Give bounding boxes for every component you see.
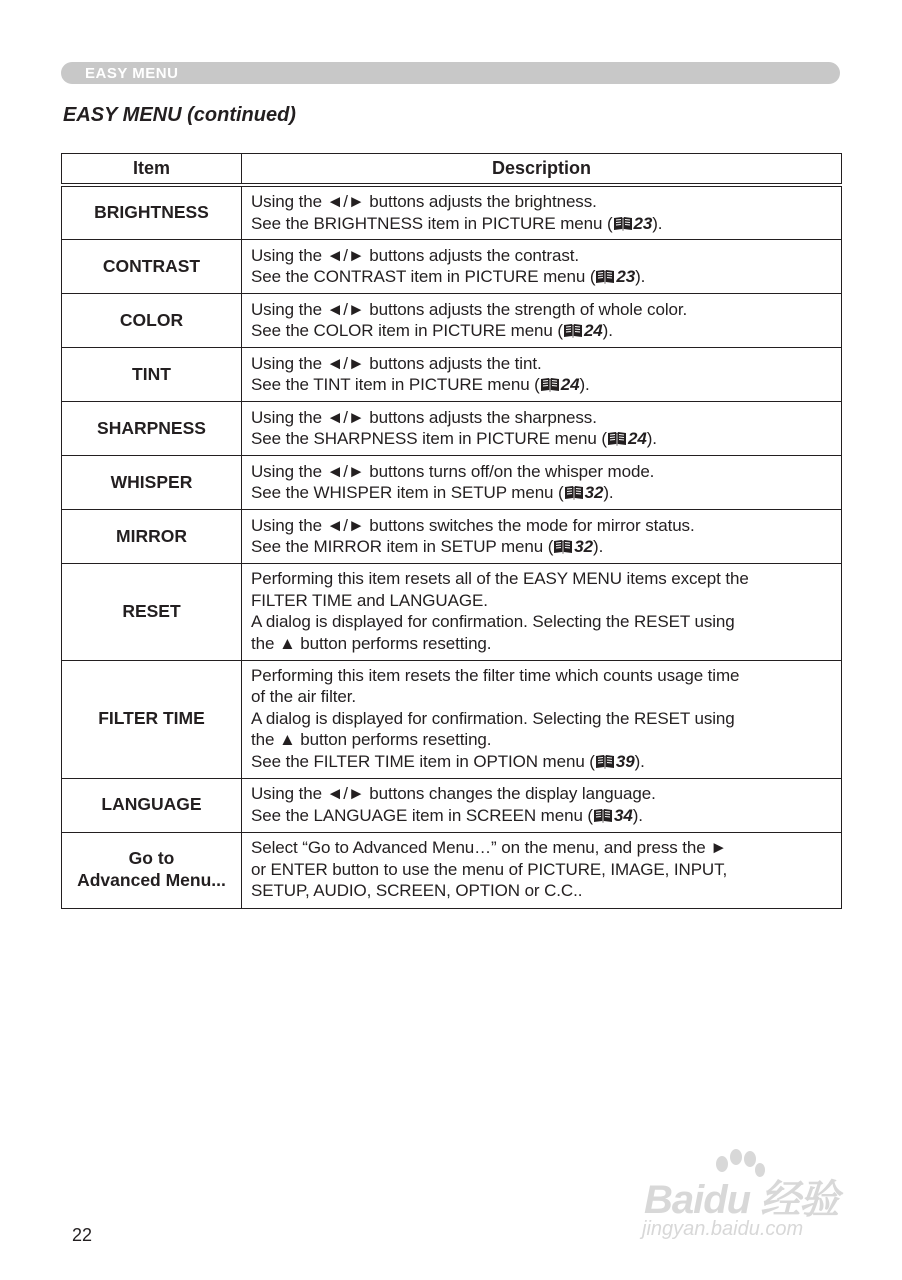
description-line: Performing this item resets all of the EASY MENU items except the	[251, 569, 749, 589]
item-name	[62, 294, 242, 348]
item-description	[242, 456, 842, 510]
column-header-item: Item	[62, 154, 242, 186]
description-line: Using the ◄/► buttons changes the display language.	[251, 783, 656, 803]
table-row	[62, 564, 842, 660]
table-row	[62, 660, 842, 778]
book-reference-icon	[540, 377, 560, 392]
item-name	[62, 185, 242, 240]
item-name	[62, 778, 242, 832]
item-name-line: FILTER TIME	[98, 708, 205, 729]
watermark-main-text: Baidu 经验	[644, 1178, 839, 1222]
item-name-line: Advanced Menu...	[77, 870, 226, 891]
item-description	[242, 510, 842, 564]
page-reference: 23	[633, 213, 653, 233]
book-reference-icon	[564, 485, 584, 500]
item-name-line: CONTRAST	[102, 255, 201, 276]
item-name	[62, 832, 242, 908]
item-name	[62, 660, 242, 778]
page-reference: 34	[614, 805, 633, 825]
page-reference: 32	[584, 483, 604, 503]
page-reference: 24	[583, 321, 603, 341]
book-reference-icon	[607, 431, 627, 446]
section-header-label: EASY MENU	[85, 65, 179, 82]
description-line: Select “Go to Advanced Menu…” on the menu, and press the ►	[251, 838, 727, 858]
item-name	[62, 510, 242, 564]
description-line: Using the ◄/► buttons turns off/on the whisper mode.	[251, 461, 655, 481]
description-line: A dialog is displayed for confirmation. Selecting the RESET using	[251, 612, 735, 632]
book-reference-icon	[595, 269, 615, 284]
book-reference-icon	[553, 539, 573, 554]
description-line: Using the ◄/► buttons adjusts the tint.	[251, 353, 542, 373]
item-name-line: TINT	[132, 363, 171, 384]
table-row	[62, 832, 842, 908]
book-reference-icon	[595, 754, 615, 769]
item-description	[242, 778, 842, 832]
description-line: Using the ◄/► buttons adjusts the sharpness.	[251, 407, 597, 427]
page-reference: 32	[574, 537, 594, 557]
description-line: Using the ◄/► buttons switches the mode for mirror status.	[251, 515, 695, 535]
table-row	[62, 402, 842, 456]
table-row	[62, 456, 842, 510]
item-name-line: MIRROR	[116, 525, 187, 546]
item-description	[242, 660, 842, 778]
item-name	[62, 348, 242, 402]
item-description	[242, 348, 842, 402]
item-description	[242, 185, 842, 240]
item-description	[242, 832, 842, 908]
table-header-row	[62, 154, 842, 186]
item-description	[242, 240, 842, 294]
item-name	[62, 564, 242, 660]
page-reference: 39	[615, 751, 635, 771]
description-line: See the TINT item in PICTURE menu ( 24).	[251, 375, 590, 395]
table-row	[62, 348, 842, 402]
description-line: SETUP, AUDIO, SCREEN, OPTION or C.C..	[251, 881, 583, 901]
page-reference: 24	[627, 429, 647, 449]
easy-menu-table	[61, 153, 842, 909]
item-description	[242, 294, 842, 348]
item-name-line: RESET	[122, 601, 181, 622]
table-body	[62, 185, 842, 908]
column-header-description: Description	[242, 154, 842, 186]
book-reference-icon	[593, 808, 613, 823]
page-reference: 23	[616, 267, 636, 287]
description-line: See the BRIGHTNESS item in PICTURE menu ( 23).	[251, 213, 663, 233]
description-line: See the CONTRAST item in PICTURE menu ( 23).	[251, 267, 646, 287]
description-line: Using the ◄/► buttons adjusts the brightness.	[251, 192, 597, 211]
description-line: of the air filter.	[251, 687, 356, 707]
table-row	[62, 185, 842, 240]
item-name	[62, 240, 242, 294]
item-description	[242, 402, 842, 456]
table-row	[62, 510, 842, 564]
description-line: FILTER TIME and LANGUAGE.	[251, 590, 488, 610]
description-line: Performing this item resets the filter time which counts usage time	[251, 665, 740, 685]
description-line: See the SHARPNESS item in PICTURE menu ( 24).	[251, 429, 657, 449]
table-row	[62, 778, 842, 832]
section-header-bar	[61, 62, 840, 84]
page-reference: 24	[560, 375, 580, 395]
description-line: See the MIRROR item in SETUP menu ( 32).	[251, 537, 604, 557]
item-description	[242, 564, 842, 660]
page-title: EASY MENU (continued)	[63, 104, 296, 126]
description-line: See the COLOR item in PICTURE menu ( 24).	[251, 321, 613, 341]
table-row	[62, 240, 842, 294]
description-line: or ENTER button to use the menu of PICTURE, IMAGE, INPUT,	[251, 859, 728, 879]
item-name-line: Go to	[128, 848, 175, 869]
item-name-line: BRIGHTNESS	[94, 202, 209, 223]
item-name-line: LANGUAGE	[101, 794, 202, 815]
watermark	[640, 1148, 850, 1248]
item-name-line: SHARPNESS	[97, 417, 206, 438]
description-line: A dialog is displayed for confirmation. Selecting the RESET using	[251, 708, 735, 728]
table-row	[62, 294, 842, 348]
item-name	[62, 456, 242, 510]
item-name-line: COLOR	[119, 309, 184, 330]
item-name-line: WHISPER	[110, 471, 193, 492]
description-line: the ▲ button performs resetting.	[251, 633, 492, 653]
description-line: Using the ◄/► buttons adjusts the contrast.	[251, 245, 579, 265]
item-name	[62, 402, 242, 456]
description-line: See the LANGUAGE item in SCREEN menu ( 34).	[251, 805, 643, 825]
description-line: Using the ◄/► buttons adjusts the strength of whole color.	[251, 299, 688, 319]
description-line: the ▲ button performs resetting.	[251, 730, 492, 750]
description-line: See the FILTER TIME item in OPTION menu ( 39).	[251, 751, 645, 771]
book-reference-icon	[613, 216, 633, 231]
page-number: 22	[72, 1225, 93, 1245]
book-reference-icon	[563, 323, 583, 338]
description-line: See the WHISPER item in SETUP menu ( 32).	[251, 483, 614, 503]
watermark-url-text: jingyan.baidu.com	[642, 1218, 804, 1240]
